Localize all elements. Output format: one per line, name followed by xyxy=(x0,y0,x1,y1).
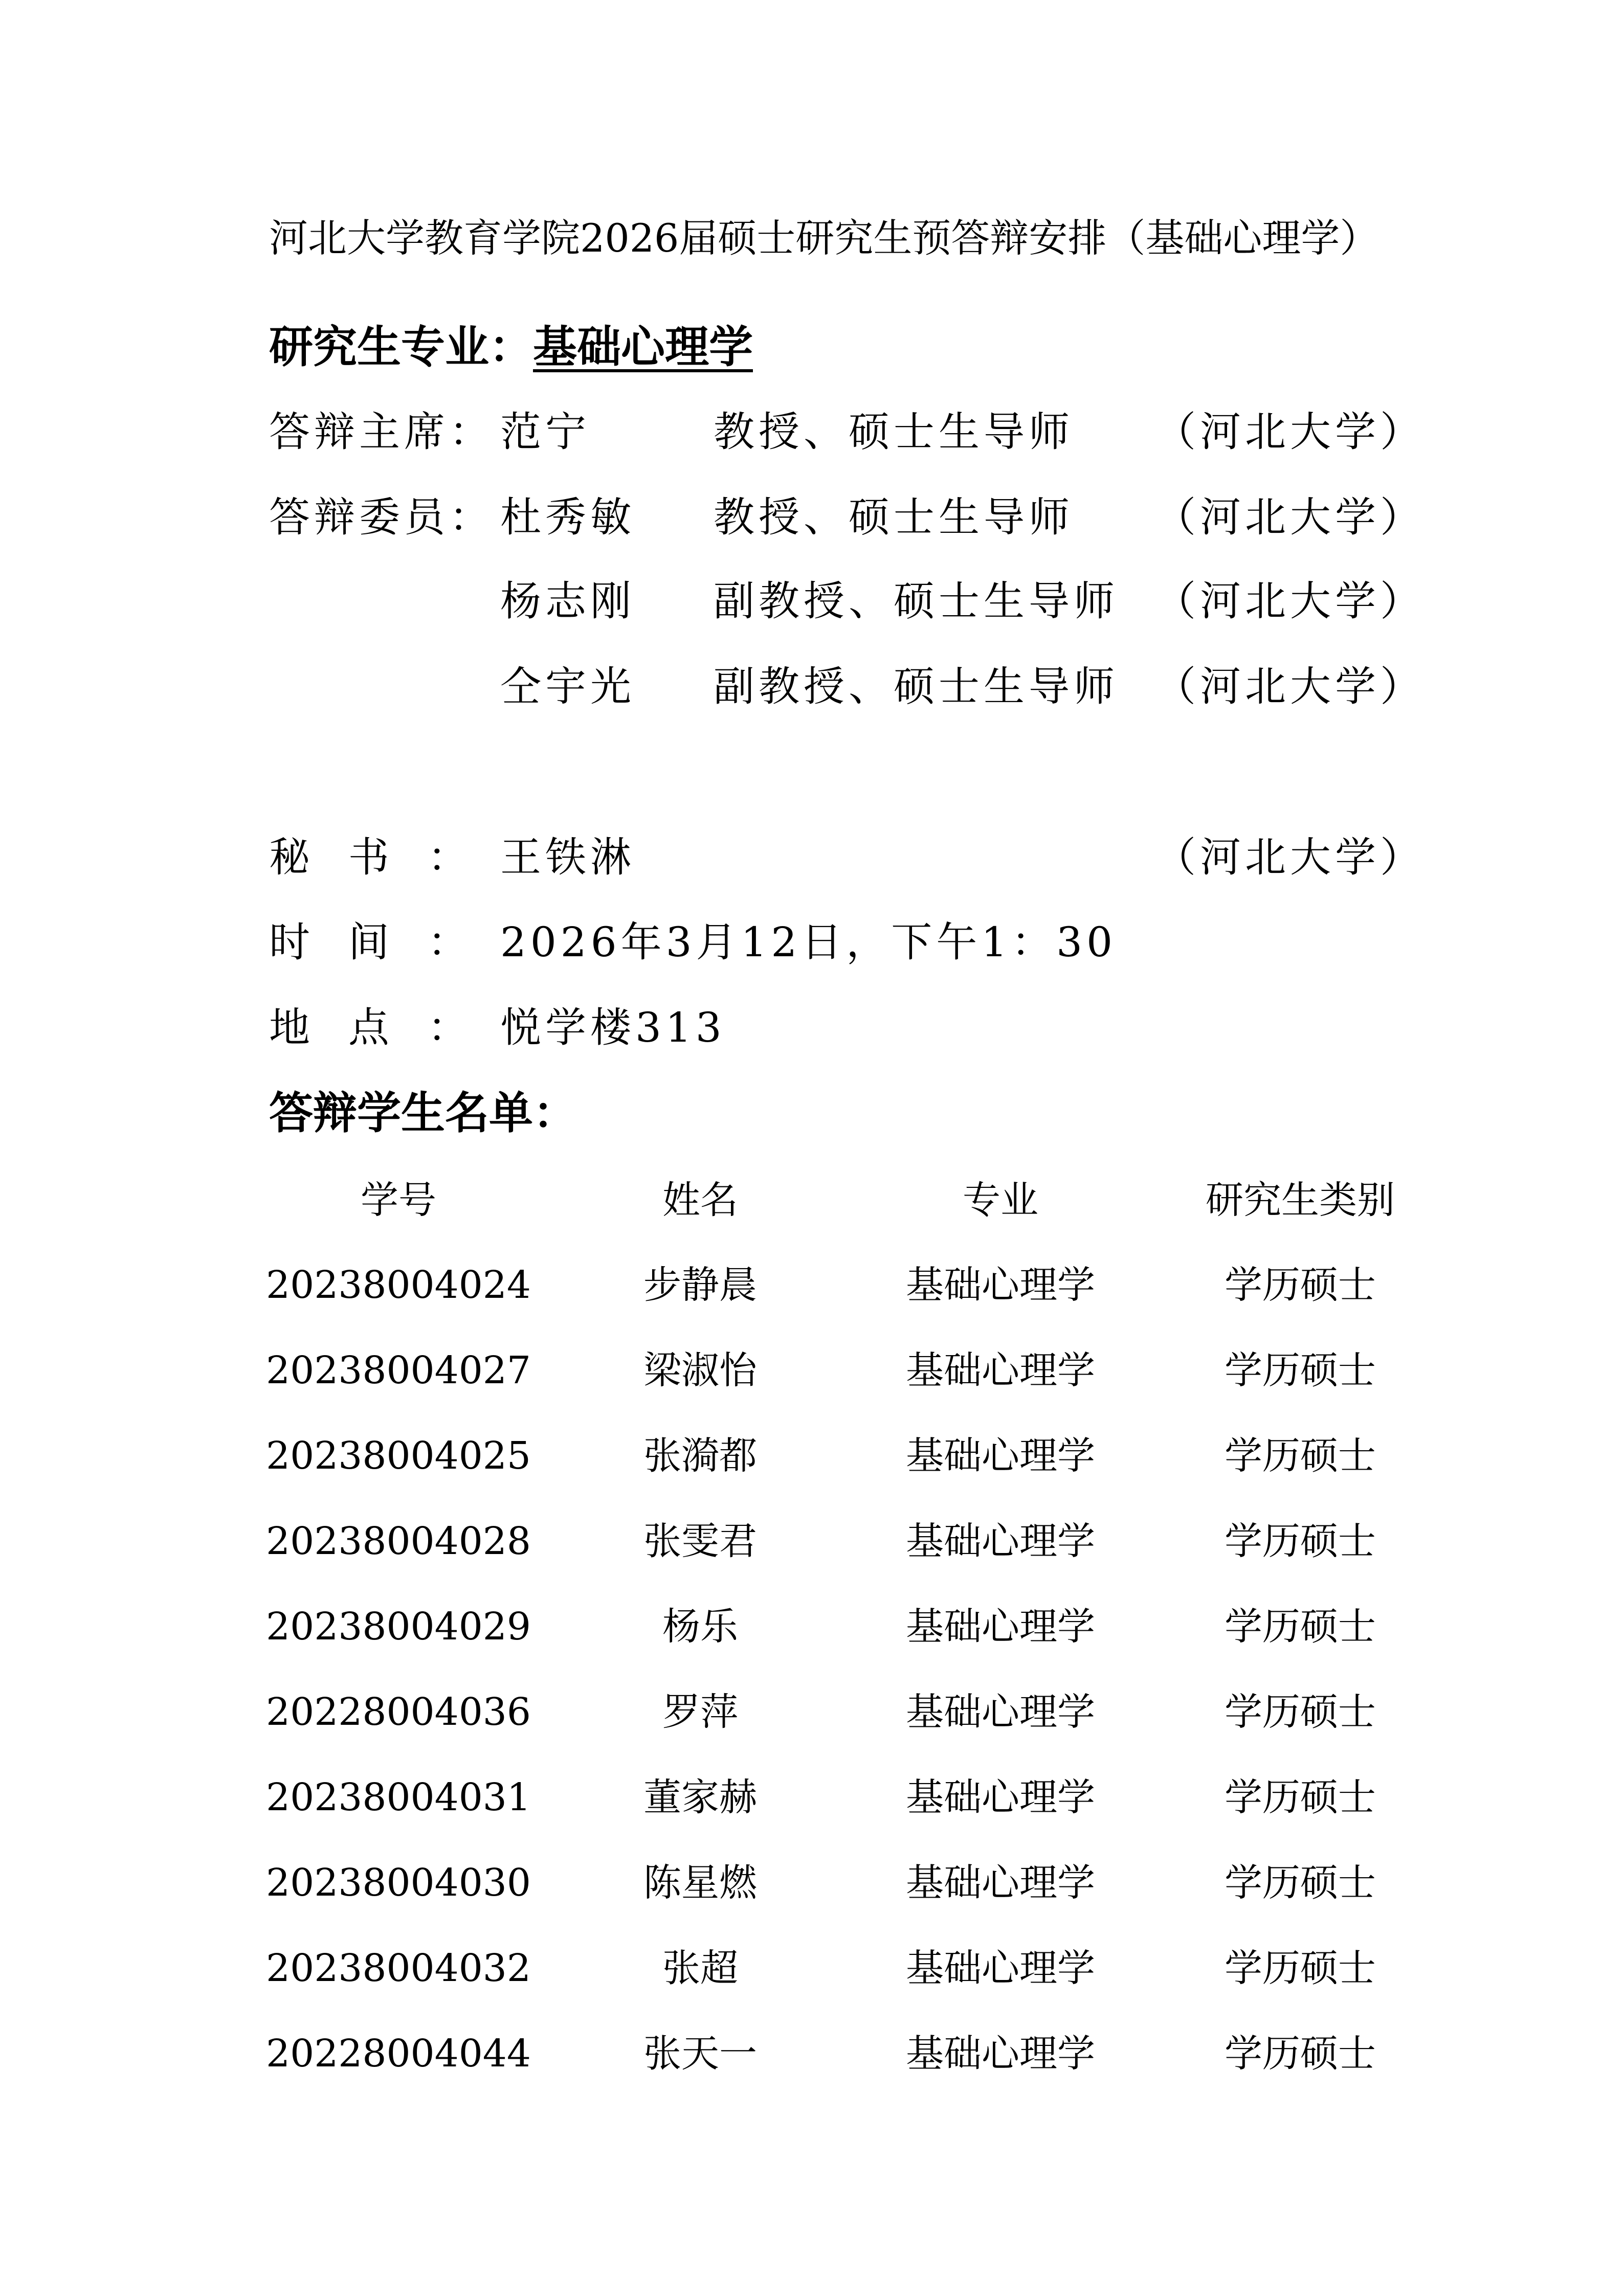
table-cell: 学历硕士 xyxy=(1225,1348,1376,1392)
table-cell: 基础心理学 xyxy=(906,1605,1095,1649)
secretary-name: 王铁淋 xyxy=(500,834,635,881)
committee-name: 范宁 xyxy=(500,408,590,456)
time-label: 时 间 ： xyxy=(269,918,473,966)
table-cell: 20238004031 xyxy=(266,1775,531,1819)
table-cell: 学历硕士 xyxy=(1225,1263,1376,1307)
table-cell: 学历硕士 xyxy=(1225,1519,1376,1563)
table-header: 学号 xyxy=(361,1178,436,1222)
table-cell: 学历硕士 xyxy=(1225,1690,1376,1734)
committee-name: 杨志刚 xyxy=(500,577,635,625)
secretary-label: 秘 书 ： xyxy=(269,834,473,881)
table-cell: 学历硕士 xyxy=(1225,1434,1376,1478)
committee-title: 教授、硕士生导师 xyxy=(714,408,1074,456)
major-label: 研究生专业： xyxy=(269,321,533,373)
table-cell: 张雯君 xyxy=(643,1519,757,1563)
committee-affiliation: （河北大学） xyxy=(1155,663,1425,710)
table-cell: 杨乐 xyxy=(662,1605,738,1649)
table-cell: 20238004027 xyxy=(266,1348,531,1392)
table-cell: 董家赫 xyxy=(643,1775,757,1819)
table-cell: 学历硕士 xyxy=(1225,1946,1376,1990)
table-cell: 步静晨 xyxy=(643,1263,757,1307)
major-line xyxy=(269,321,753,373)
table-cell: 基础心理学 xyxy=(906,1519,1095,1563)
table-cell: 基础心理学 xyxy=(906,1348,1095,1392)
document-title: 河北大学教育学院2026届硕士研究生预答辩安排（基础心理学） xyxy=(269,215,1379,261)
time-value: 2026年3月12日，下午1：30 xyxy=(500,918,1117,966)
table-cell: 基础心理学 xyxy=(906,1263,1095,1307)
table-cell: 基础心理学 xyxy=(906,1434,1095,1478)
table-cell: 学历硕士 xyxy=(1225,1605,1376,1649)
committee-title: 教授、硕士生导师 xyxy=(714,493,1074,541)
table-cell: 基础心理学 xyxy=(906,1946,1095,1990)
table-cell: 张漪都 xyxy=(643,1434,757,1478)
table-header: 专业 xyxy=(963,1178,1038,1222)
table-cell: 陈星燃 xyxy=(643,1861,757,1905)
table-cell: 张超 xyxy=(662,1946,738,1990)
table-cell: 学历硕士 xyxy=(1225,1861,1376,1905)
major-value: 基础心理学 xyxy=(533,321,753,373)
table-cell: 20238004025 xyxy=(266,1434,531,1478)
table-cell: 20228004036 xyxy=(266,1690,531,1734)
table-cell: 张天一 xyxy=(643,2032,757,2076)
table-cell: 梁淑怡 xyxy=(643,1348,757,1392)
committee-affiliation: （河北大学） xyxy=(1155,577,1425,625)
committee-name: 杜秀敏 xyxy=(500,493,635,541)
committee-affiliation: （河北大学） xyxy=(1155,493,1425,541)
committee-affiliation: （河北大学） xyxy=(1155,408,1425,456)
committee-title: 副教授、硕士生导师 xyxy=(714,663,1119,710)
table-cell: 20238004032 xyxy=(266,1946,531,1990)
table-header: 姓名 xyxy=(662,1178,738,1222)
table-cell: 20238004030 xyxy=(266,1861,531,1905)
table-cell: 20238004028 xyxy=(266,1519,531,1563)
place-label: 地 点 ： xyxy=(269,1004,473,1051)
member-label: 答辩委员： xyxy=(269,493,494,541)
secretary-affiliation: （河北大学） xyxy=(1155,834,1425,881)
place-value: 悦学楼313 xyxy=(500,1004,726,1051)
table-cell: 基础心理学 xyxy=(906,1861,1095,1905)
students-heading: 答辩学生名单： xyxy=(269,1087,577,1139)
table-header: 研究生类别 xyxy=(1206,1178,1395,1222)
table-cell: 20238004024 xyxy=(266,1263,531,1307)
table-cell: 学历硕士 xyxy=(1225,2032,1376,2076)
table-cell: 20228004044 xyxy=(266,2032,531,2076)
table-cell: 基础心理学 xyxy=(906,2032,1095,2076)
committee-title: 副教授、硕士生导师 xyxy=(714,577,1119,625)
committee-name: 仝宇光 xyxy=(500,663,635,710)
table-cell: 基础心理学 xyxy=(906,1775,1095,1819)
chair-label: 答辩主席： xyxy=(269,408,494,456)
table-cell: 罗萍 xyxy=(662,1690,738,1734)
table-cell: 基础心理学 xyxy=(906,1690,1095,1734)
table-cell: 20238004029 xyxy=(266,1605,531,1649)
table-cell: 学历硕士 xyxy=(1225,1775,1376,1819)
